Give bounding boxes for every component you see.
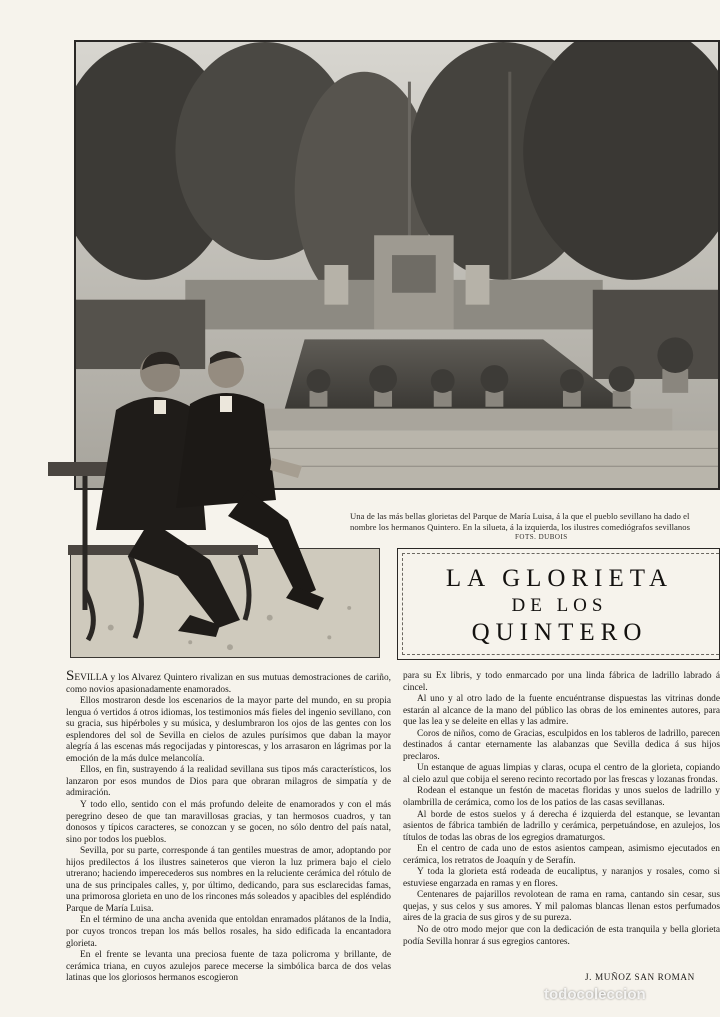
paragraph: Rodean el estanque un festón de macetas floridas y unos suelos de ladrillo y olambrilla de cerámica, como los de los patios de las casas sevillanas. — [403, 786, 720, 809]
paragraph: Al uno y al otro lado de la fuente encuéntranse dispuestas las vitrinas donde estarán al alcance de la mano del público las obras de los eminentes autores, para que las lea y se deleite en ellas y las admire. — [403, 694, 720, 728]
paragraph: Un estanque de aguas limpias y claras, ocupa el centro de la glorieta, copiando al cielo azul que cobija el sereno recinto recortado por las frescas y lozanas frondas. — [403, 763, 720, 785]
title-line-1: LA GLORIETA — [445, 565, 674, 592]
paragraph: No de otro modo mejor que con la dedicación de esta tranquila y bella glorieta podía Sevilla honrar á sus egregios cantores. — [403, 925, 720, 947]
paragraph: Centenares de pajarillos revolotean de rama en rama, cantando sin cesar, sus quejas, y sus celos y sus amores. Y mil palomas blancas llenan estos perfumados aires de la gracia de sus giros y de su pureza. — [403, 890, 720, 924]
title-line-2: DE LOS — [511, 595, 608, 616]
quintero-brothers-figures — [40, 340, 380, 660]
paragraph: Al borde de estos suelos y á derecha é izquierda del estanque, se levantan asientos de fábrica también de ladrillo y cerámica, perpetuándose, en azulejos, los títulos de todas las obras de los egregios dramaturgos. — [403, 809, 720, 843]
paragraph: SEVILLA y los Alvarez Quintero rivalizan en sus mutuas demostraciones de cariño, como novios apasionadamente enamorados. — [66, 668, 391, 695]
watermark-logo: todocoleccion — [544, 986, 646, 1003]
paragraph: En el centro de cada uno de estos asientos campean, asimismo ejecutados en cerámica, los retratos de Joaquín y de Serafín. — [403, 844, 720, 866]
paragraph: En el término de una ancha avenida que entoldan enramados plátanos de la India, por cuyos troncos trepan los más bellos rosales, ha sido edificada la encantadora glorieta. — [66, 915, 391, 949]
photo-caption — [350, 511, 720, 533]
paragraph: Y todo ello, sentido con el más profundo deleite de enamorados y con el más peregrino deseo de que tan maravillosas gracias, y tan hermosos cuadros, y tan donosos y típicos caracteres, se conozcan y se gocen, no sólo dentro del país natal, sino por todos los pueblos. — [66, 800, 391, 845]
title-line-3: QUINTERO — [471, 619, 648, 646]
caption-line-1: Una de las más bellas glorietas del Parque de María Luisa, á la que el pueblo sevillano ha dado el — [350, 511, 690, 521]
paragraph: para su Ex libris, y todo enmarcado por una linda fábrica de ladrillo labrado á cincel. — [403, 671, 720, 693]
article-column-right — [403, 671, 720, 948]
photo-credit: FOTS. DUBOIS — [515, 533, 568, 541]
paragraph: Coros de niños, como de Gracias, esculpidos en los tableros de ladrillo, parecen destinados á cantar eternamente las alabanzas que Sevilla dedica á sus hijos preclaros. — [403, 728, 720, 762]
article-title-box — [397, 548, 720, 660]
drop-cap: S — [66, 668, 75, 684]
paragraph: Sevilla, por su parte, corresponde á tan gentiles muestras de amor, adoptando por hijos predilectos á los ilustres saineteros que vieron la luz primera bajo el cielo utrerano; haciendo imperecederos sus nombres en la reluciente cerámica del rótulo de una de sus principales calles, y, por último, dedicando, para sus esclarecidas famas, una primorosa glorieta en uno de los rincones más soleados y apacibles del espléndido Parque de María Luisa. — [66, 846, 391, 914]
article-column-left — [66, 668, 391, 985]
paragraph: En el frente se levanta una preciosa fuente de taza policroma y brillante, de cerámica triana, en cuyos azulejos parece mecerse la simbólica barca de dos velas latinas que los gloriosos hermanos escogieron — [66, 950, 391, 984]
author-signature: J. MUÑOZ SAN ROMAN — [585, 972, 695, 982]
paragraph: Y toda la glorieta está rodeada de eucaliptus, y naranjos y rosales, como si estuviese engarzada en ramas y en flores. — [403, 867, 720, 889]
paragraph: Ellos mostraron desde los escenarios de la mayor parte del mundo, en su propia lengua ó vertidos á otros idiomas, los testimonios más fieles del ingenio sevillano, con su gracia, sus hipérboles y su música, y deslumbraron los ojos de las gentes con los esplendores del sol de Sevilla en cielos de azules purísimos que daban la mayor alegría á las escenas más regocijadas y pintorescas, y los arrasaron en lágrimas por la emoción de la más dulce melancolía. — [66, 696, 391, 764]
caption-line-2: nombre los hermanos Quintero. En la silueta, á la izquierda, los ilustres comediógrafos sevillanos — [350, 522, 690, 532]
paragraph: Ellos, en fin, sustrayendo á la realidad sevillana sus tipos más característicos, los lanzaron por esos mundos de Dios para que obraran milagros de simpatía y de admiración. — [66, 765, 391, 799]
